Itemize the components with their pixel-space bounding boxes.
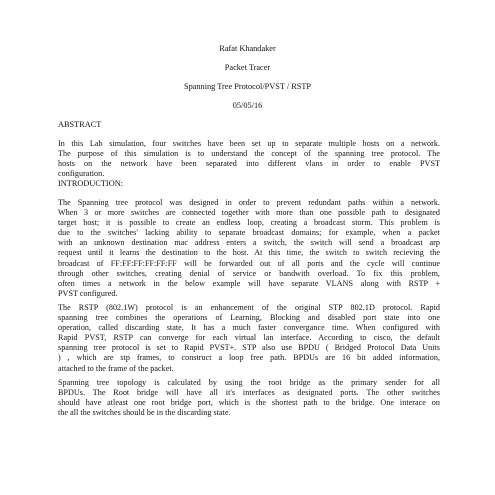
text-line: The purpose of this simulation is to understand the concept of the spanning tree protocol. The (58, 149, 440, 159)
text-line: spanning tree combines the operations of Learning, Blocking and disabled port state into one (58, 313, 440, 323)
introduction-paragraph-2 (58, 303, 440, 374)
text-line: broadcast of FF:FF:FF:FF:FF:FF will be forwarded out of all ports and the cycle will continue (58, 258, 440, 268)
document-date: 05/05/16 (232, 101, 263, 110)
text-line: the all the switches should be in the discarding state. (58, 408, 231, 418)
introduction-paragraph-3 (58, 378, 440, 418)
text-line: Spanning tree topology is calculated by using the root bridge as the primary sender for all (58, 378, 440, 387)
introduction-paragraph-1 (58, 198, 440, 299)
text-line: often times a network in the below example will have separate VLANS along with RSTP + (58, 278, 440, 288)
text-line: When 3 or more switches are connected together with more than one possible path to designated (58, 208, 440, 218)
text-line: PVST configured. (58, 288, 118, 298)
text-line: configuration. (58, 169, 105, 179)
abstract-paragraph (58, 139, 440, 179)
text-line: attached to the frame of the packet. (58, 363, 174, 373)
text-line: operation, called discarding state, It has a much faster convergance time. When configured with (58, 323, 440, 333)
author-name: Rafat Khandaker (219, 44, 276, 53)
course-name: Packet Tracer (224, 63, 271, 72)
text-line: BPDUs. The Root bridge will have all it's interfaces as designated ports. The other switches (58, 388, 440, 398)
text-line: due to the switches' lacking ability to separate broadcast domains; for example, when a packet (58, 228, 440, 238)
text-line: request until it learns the destination to the host. At this time, the switch to switch recieving the (58, 248, 440, 258)
text-line: In this Lab simulation, four switches have been set up to separate multiple hosts on a network. (58, 139, 440, 148)
text-line: ) , which are stp frames, to construct a loop free path. BPDUs are 16 bit added information, (58, 353, 440, 363)
text-line: hosts on the network have been separated into different vlans in order to enable PVST (58, 159, 440, 169)
abstract-heading: ABSTRACT (58, 120, 102, 129)
text-line: through other switches, creating denial of service or bandwith overload. To fix this problem, (58, 268, 440, 278)
text-line: The RSTP (802.1W) protocol is an enhancement of the original STP 802.1D protocol. Rapid (58, 303, 440, 312)
text-line: The Spanning tree protocol was designed in order to prevent redundant paths within a network. (58, 198, 440, 207)
text-line: Rapid PVST, RSTP can converge for each virtual lan interface. According to cisco, the default (58, 333, 440, 343)
text-line: should have atleast one root bridge port, which is the shortest path to the bridge. One interace on (58, 398, 440, 408)
document-title: Spanning Tree Protocol/PVST / RSTP (183, 82, 312, 91)
text-line: with an unknown destination mac address enters a switch, the switch will send a broadcast arp (58, 238, 440, 248)
text-line: target host; it is possible to create an endless loop, creating a broadcast storm. This problem is (58, 218, 440, 228)
text-line: spanning tree protocol is set to Rapid PVST+. STP also use BPDU ( Bridged Protocol Data Units (58, 343, 440, 353)
introduction-heading: INTRODUCTION: (58, 179, 123, 188)
